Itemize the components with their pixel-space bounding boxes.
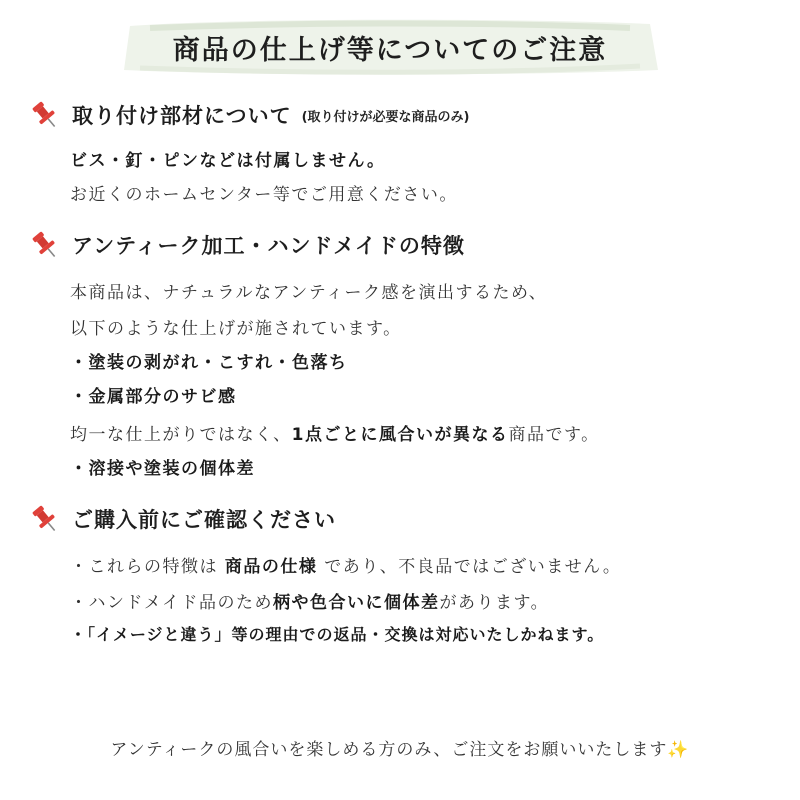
line-text: 商品です。 bbox=[508, 425, 600, 445]
title-banner bbox=[110, 14, 670, 80]
emphasis-text: 柄や色合いに個体差 bbox=[273, 593, 440, 613]
line-text: ・ハンドメイド品のため bbox=[70, 593, 273, 613]
emphasis-text: 商品の仕様 bbox=[224, 557, 318, 577]
sparkles-icon: ✨ bbox=[667, 740, 690, 760]
section-header bbox=[28, 98, 469, 132]
line-text: があります。 bbox=[439, 593, 550, 613]
bullet-line bbox=[70, 552, 621, 577]
body-line: 以下のような仕上げが施されています。 bbox=[70, 319, 402, 339]
bullet-line: ・溶接や塗装の個体差 bbox=[70, 459, 255, 479]
section-header bbox=[28, 228, 465, 262]
bullet-line bbox=[70, 588, 549, 613]
body-line bbox=[70, 420, 600, 445]
line-text: ・これらの特徴は bbox=[70, 557, 225, 577]
section-note: (取り付けが必要な商品のみ) bbox=[301, 109, 470, 125]
line-text: 均一な仕上がりではなく、 bbox=[70, 425, 292, 445]
pushpin-icon bbox=[28, 98, 64, 132]
section-title: アンティーク加工・ハンドメイドの特徴 bbox=[72, 234, 465, 258]
emphasis-text: 1点ごとに風合いが異なる bbox=[291, 425, 509, 445]
section-title: ご購入前にご確認ください bbox=[72, 508, 336, 532]
footer-text: アンティークの風合いを楽しめる方のみ、ご注文をお願いいたします bbox=[110, 740, 668, 760]
body-line: 本商品は、ナチュラルなアンティーク感を演出するため、 bbox=[70, 283, 548, 303]
page-title: 商品の仕上げ等についてのご注意 bbox=[172, 34, 608, 66]
section-header bbox=[28, 502, 336, 536]
footer-note bbox=[0, 735, 800, 760]
bullet-line: ・「イメージと違う」等の理由での返品・交換は対応いたしかねます。 bbox=[70, 625, 605, 644]
body-line: ビス・釘・ピンなどは付属しません。 bbox=[70, 151, 386, 171]
pushpin-icon bbox=[28, 502, 64, 536]
bullet-line: ・塗装の剥がれ・こすれ・色落ち bbox=[70, 353, 348, 373]
body-line: お近くのホームセンター等でご用意ください。 bbox=[70, 185, 458, 205]
bullet-line: ・金属部分のサビ感 bbox=[70, 387, 237, 407]
pushpin-icon bbox=[28, 228, 64, 262]
line-text: であり、不良品ではございません。 bbox=[317, 557, 622, 577]
section-title: 取り付け部材について bbox=[72, 104, 292, 128]
